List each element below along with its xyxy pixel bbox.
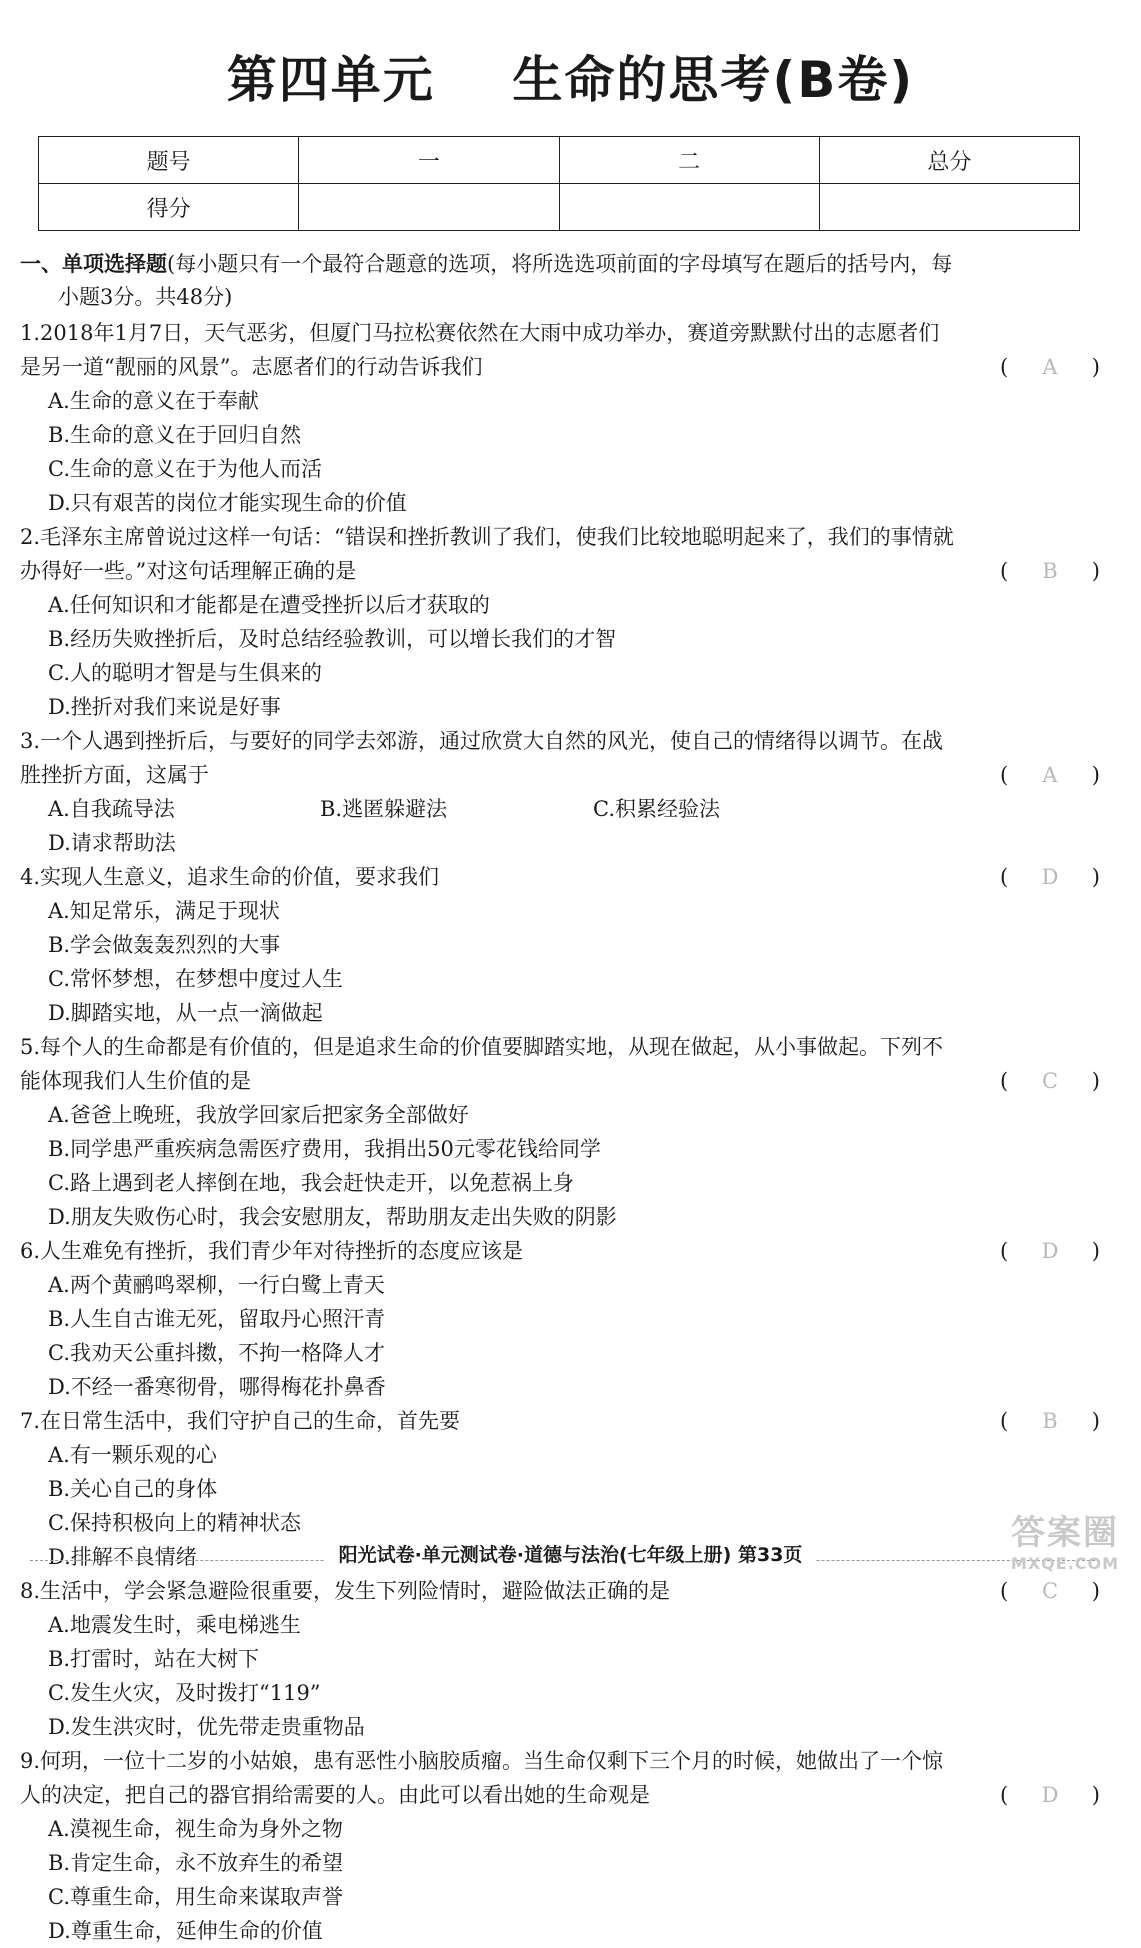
- option-item[interactable]: D.只有艰苦的岗位才能实现生命的价值: [48, 491, 407, 515]
- option-list: [20, 792, 1100, 860]
- option-item[interactable]: D.朋友失败伤心时，我会安慰朋友，帮助朋友走出失败的阴影: [48, 1205, 617, 1229]
- answer-paren-close: ): [1091, 1579, 1100, 1603]
- option-item[interactable]: B.人生自古谁无死，留取丹心照汗青: [48, 1307, 386, 1331]
- section-instructions-cont: 小题3分。共48分): [58, 285, 233, 309]
- answer-paren-open: (: [1000, 1239, 1009, 1263]
- option-item[interactable]: B.关心自己的身体: [48, 1477, 218, 1501]
- option-item[interactable]: D.请求帮助法: [48, 831, 176, 855]
- score-table-header-row: [39, 137, 1080, 184]
- score-table-header-cell: 题号: [39, 137, 299, 184]
- score-cell-section-2[interactable]: [559, 184, 819, 231]
- option-item[interactable]: C.路上遇到老人摔倒在地，我会赶快走开，以免惹祸上身: [48, 1171, 574, 1195]
- score-cell-total[interactable]: [819, 184, 1079, 231]
- question-list: [20, 316, 1100, 1948]
- option-item[interactable]: C.保持积极向上的精神状态: [48, 1511, 301, 1535]
- question-stem-text: 是另一道“靓丽的风景”。志愿者们的行动告诉我们: [20, 355, 483, 379]
- question-stem-text: 办得好一些。”对这句话理解正确的是: [20, 559, 357, 583]
- option-item[interactable]: B.逃匿躲避法: [320, 797, 448, 821]
- answer-letter: B: [1042, 1409, 1058, 1433]
- option-item[interactable]: A.爸爸上晚班，我放学回家后把家务全部做好: [48, 1103, 469, 1127]
- option-item[interactable]: C.发生火灾，及时拨打“119”: [48, 1681, 321, 1705]
- option-list: [20, 1098, 1100, 1234]
- question-stem-text: 8.生活中，学会紧急避险很重要，发生下列险情时，避险做法正确的是: [20, 1579, 671, 1603]
- question-item: [20, 860, 1100, 1030]
- answer-bracket[interactable]: [1000, 1404, 1100, 1438]
- answer-paren-close: ): [1091, 355, 1100, 379]
- answer-paren-open: (: [1000, 355, 1009, 379]
- answer-paren-open: (: [1000, 1783, 1009, 1807]
- question-stem-text: 1.2018年1月7日，天气恶劣，但厦门马拉松赛依然在大雨中成功举办，赛道旁默默付出的志愿者们: [20, 321, 940, 345]
- option-item[interactable]: B.肯定生命，永不放弃生的希望: [48, 1851, 344, 1875]
- answer-paren-open: (: [1000, 865, 1009, 889]
- option-item[interactable]: D.挫折对我们来说是好事: [48, 695, 281, 719]
- section-heading-line1: [20, 248, 1100, 281]
- question-item: [20, 724, 1100, 860]
- option-item[interactable]: B.学会做轰轰烈烈的大事: [48, 933, 281, 957]
- question-item: [20, 520, 1100, 724]
- question-stem-line: [20, 520, 1100, 554]
- watermark-logo: [1000, 1505, 1130, 1595]
- section-heading: [20, 248, 1100, 314]
- footer-text: 阳光试卷·单元测试卷·道德与法治(七年级上册) 第33页: [325, 1544, 817, 1566]
- option-list: [20, 384, 1100, 520]
- question-stem-line: [20, 1574, 1100, 1608]
- option-list: [20, 588, 1100, 724]
- option-item[interactable]: B.经历失败挫折后，及时总结经验教训，可以增长我们的才智: [48, 627, 617, 651]
- option-list: [20, 1268, 1100, 1404]
- answer-paren-close: ): [1091, 1239, 1100, 1263]
- question-stem-line: [20, 316, 1100, 350]
- answer-paren-close: ): [1091, 865, 1100, 889]
- answer-paren-close: ): [1091, 763, 1100, 787]
- question-stem-text: 能体现我们人生价值的是: [20, 1069, 251, 1093]
- watermark-seal: 答案圈: [1011, 1513, 1119, 1553]
- question-stem-text: 6.人生难免有挫折，我们青少年对待挫折的态度应该是: [20, 1239, 524, 1263]
- option-list: [20, 1608, 1100, 1744]
- answer-bracket[interactable]: [1000, 758, 1100, 792]
- watermark-url: MXQE.COM: [1010, 1554, 1120, 1573]
- option-item[interactable]: C.我劝天公重抖擞，不拘一格降人才: [48, 1341, 385, 1365]
- option-item[interactable]: D.发生洪灾时，优先带走贵重物品: [48, 1715, 365, 1739]
- question-stem-text: 2.毛泽东主席曾说过这样一句话：“错误和挫折教训了我们，使我们比较地聪明起来了，我们的事情就: [20, 525, 954, 549]
- question-item: [20, 1030, 1100, 1234]
- answer-paren-close: ): [1091, 559, 1100, 583]
- option-item[interactable]: B.同学患严重疾病急需医疗费用，我捐出50元零花钱给同学: [48, 1137, 601, 1161]
- answer-paren-close: ): [1091, 1069, 1100, 1093]
- question-stem-text: 9.何玥，一位十二岁的小姑娘，患有恶性小脑胶质瘤。当生命仅剩下三个月的时候，她做出了一个惊: [20, 1749, 944, 1773]
- option-item[interactable]: C.积累经验法: [593, 797, 720, 821]
- question-stem-text: 7.在日常生活中，我们守护自己的生命，首先要: [20, 1409, 461, 1433]
- answer-bracket[interactable]: [1000, 1064, 1100, 1098]
- option-item[interactable]: A.知足常乐，满足于现状: [48, 899, 280, 923]
- score-table: [38, 136, 1080, 231]
- question-stem-line: [20, 860, 1100, 894]
- option-item[interactable]: C.常怀梦想，在梦想中度过人生: [48, 967, 343, 991]
- question-stem-line: [20, 758, 1100, 792]
- answer-letter: D: [1041, 1239, 1059, 1263]
- question-stem-line: [20, 554, 1100, 588]
- question-stem-text: 3.一个人遇到挫折后，与要好的同学去郊游，通过欣赏大自然的风光，使自己的情绪得以调节。在战: [20, 729, 944, 753]
- option-item[interactable]: D.排解不良情绪: [48, 1545, 197, 1569]
- answer-paren-open: (: [1000, 763, 1009, 787]
- answer-bracket[interactable]: [1000, 860, 1100, 894]
- answer-letter: D: [1041, 1783, 1059, 1807]
- question-stem-line: [20, 724, 1100, 758]
- section-title: 一、单项选择题: [20, 252, 167, 276]
- answer-letter: A: [1042, 355, 1058, 379]
- answer-letter: C: [1041, 1579, 1059, 1603]
- option-item[interactable]: B.生命的意义在于回归自然: [48, 423, 302, 447]
- option-item[interactable]: C.人的聪明才智是与生俱来的: [48, 661, 322, 685]
- score-table-header-cell: 总分: [819, 137, 1079, 184]
- option-item[interactable]: A.任何知识和才能都是在遭受挫折以后才获取的: [48, 593, 490, 617]
- question-stem-text: 5.每个人的生命都是有价值的，但是追求生命的价值要脚踏实地，从现在做起，从小事做起。下列不: [20, 1035, 944, 1059]
- question-stem-line: [20, 1064, 1100, 1098]
- section-instructions: (每小题只有一个最符合题意的选项，将所选选项前面的字母填写在题后的括号内，每: [167, 252, 953, 276]
- answer-bracket[interactable]: [1000, 554, 1100, 588]
- answer-bracket[interactable]: [1000, 1778, 1100, 1812]
- question-item: [20, 1234, 1100, 1404]
- answer-paren-open: (: [1000, 1409, 1009, 1433]
- score-table-score-row: [39, 184, 1080, 231]
- question-stem-text: 胜挫折方面，这属于: [20, 763, 209, 787]
- question-stem-line: [20, 1030, 1100, 1064]
- question-stem-line: [20, 1778, 1100, 1812]
- answer-paren-open: (: [1000, 1579, 1009, 1603]
- option-item[interactable]: D.脚踏实地，从一点一滴做起: [48, 1001, 323, 1025]
- answer-letter: D: [1041, 865, 1059, 889]
- question-stem-line: [20, 1404, 1100, 1438]
- answer-paren-close: ): [1091, 1409, 1100, 1433]
- answer-letter: C: [1041, 1069, 1059, 1093]
- option-item[interactable]: A.自我疏导法: [48, 797, 175, 821]
- question-stem-line: [20, 350, 1100, 384]
- question-stem-line: [20, 1234, 1100, 1268]
- score-row-label: 得分: [39, 184, 299, 231]
- answer-paren-close: ): [1091, 1783, 1100, 1807]
- option-item[interactable]: A.漠视生命，视生命为身外之物: [48, 1817, 343, 1841]
- option-item[interactable]: C.生命的意义在于为他人而活: [48, 457, 322, 481]
- score-table-header-cell: 一: [299, 137, 559, 184]
- question-stem-text: 4.实现人生意义，追求生命的价值，要求我们: [20, 865, 440, 889]
- answer-letter: A: [1042, 763, 1058, 787]
- option-item[interactable]: D.不经一番寒彻骨，哪得梅花扑鼻香: [48, 1375, 386, 1399]
- option-list: [20, 894, 1100, 1030]
- option-item[interactable]: C.尊重生命，用生命来谋取声誉: [48, 1885, 343, 1909]
- answer-bracket[interactable]: [1000, 1234, 1100, 1268]
- option-item[interactable]: A.两个黄鹂鸣翠柳，一行白鹭上青天: [48, 1273, 385, 1297]
- question-stem-line: [20, 1744, 1100, 1778]
- answer-paren-open: (: [1000, 559, 1009, 583]
- question-stem-text: 人的决定，把自己的器官捐给需要的人。由此可以看出她的生命观是: [20, 1783, 650, 1807]
- score-table-header-cell: 二: [559, 137, 819, 184]
- option-item[interactable]: A.地震发生时，乘电梯逃生: [48, 1613, 301, 1637]
- page-footer: [0, 1540, 1141, 1567]
- question-item: [20, 316, 1100, 520]
- option-item[interactable]: D.尊重生命，延伸生命的价值: [48, 1919, 323, 1943]
- answer-paren-open: (: [1000, 1069, 1009, 1093]
- option-item[interactable]: A.生命的意义在于奉献: [48, 389, 259, 413]
- answer-bracket[interactable]: [1000, 350, 1100, 384]
- answer-letter: B: [1042, 559, 1058, 583]
- question-item: [20, 1744, 1100, 1948]
- option-list: [20, 1812, 1100, 1948]
- score-cell-section-1[interactable]: [299, 184, 559, 231]
- option-item[interactable]: A.有一颗乐观的心: [48, 1443, 217, 1467]
- option-item[interactable]: B.打雷时，站在大树下: [48, 1647, 260, 1671]
- page-title: 第四单元 生命的思考(B卷): [226, 51, 915, 109]
